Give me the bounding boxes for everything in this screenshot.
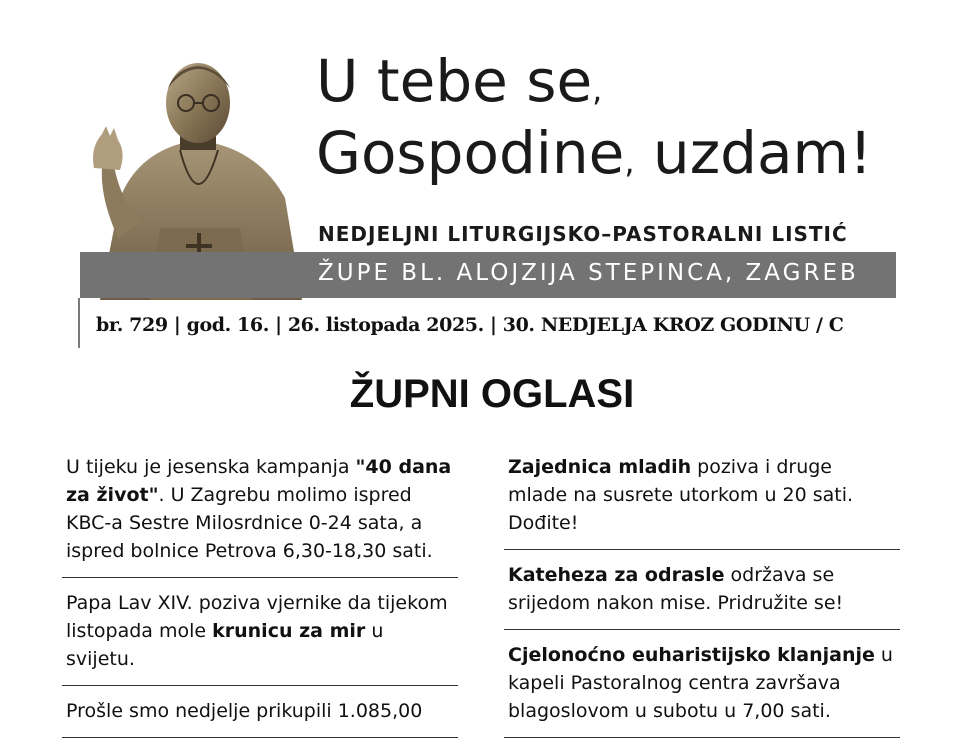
notice	[504, 638, 900, 738]
notice-text: Prošle smo nedjelje prikupili 1.085,00	[66, 700, 423, 722]
page-title: ŽUPNI OGLASI	[349, 372, 635, 416]
notice	[62, 694, 458, 738]
notice-text: poziva i druge mlade na susrete utorkom u 20 sati. Dođite!	[508, 456, 854, 534]
right-column	[504, 450, 900, 746]
notice-text: u svijetu.	[66, 620, 384, 670]
notice-bold: Zajednica mladih	[508, 456, 692, 478]
title-line-2: Gospodine, uzdam!	[316, 119, 873, 187]
notice	[62, 586, 458, 686]
notice-bold: krunicu za mir	[212, 620, 366, 642]
left-column	[62, 450, 458, 746]
notice-text: U tijeku je jesenska kampanja	[66, 456, 356, 478]
notice-text: održava se srijedom nakon mise. Pridružite se!	[508, 564, 844, 614]
notice	[62, 450, 458, 578]
notice	[504, 558, 900, 630]
title-line-1: U tebe se,	[316, 47, 603, 115]
notice-bold: Cjelonoćno euharistijsko klanjanje	[508, 644, 875, 666]
notice-bold: Kateheza za odrasle	[508, 564, 725, 586]
parish-name: ŽUPE BL. ALOJZIJA STEPINCA, ZAGREB	[318, 260, 859, 286]
notice-text: Papa Lav XIV. poziva vjernike da tijekom listopada mole	[66, 592, 448, 642]
notice	[504, 450, 900, 550]
divider-vertical	[78, 298, 80, 348]
issue-info: br. 729 | god. 16. | 26. listopada 2025. | 30. NEDJELJA KROZ GODINU / C	[96, 314, 844, 336]
notice-text: . U Zagrebu molimo ispred KBC-a Sestre Milosrdnice 0-24 sata, a ispred bolnice Petrova 6,30-18,30 sati.	[66, 484, 433, 562]
leaflet-subtitle: NEDJELJNI LITURGIJSKO–PASTORALNI LISTIĆ	[318, 222, 848, 246]
notice-bold: "40 dana za život"	[66, 456, 452, 506]
notice-text: u kapeli Pastoralnog centra završava blagoslovom u subotu u 7,00 sati.	[508, 644, 893, 722]
